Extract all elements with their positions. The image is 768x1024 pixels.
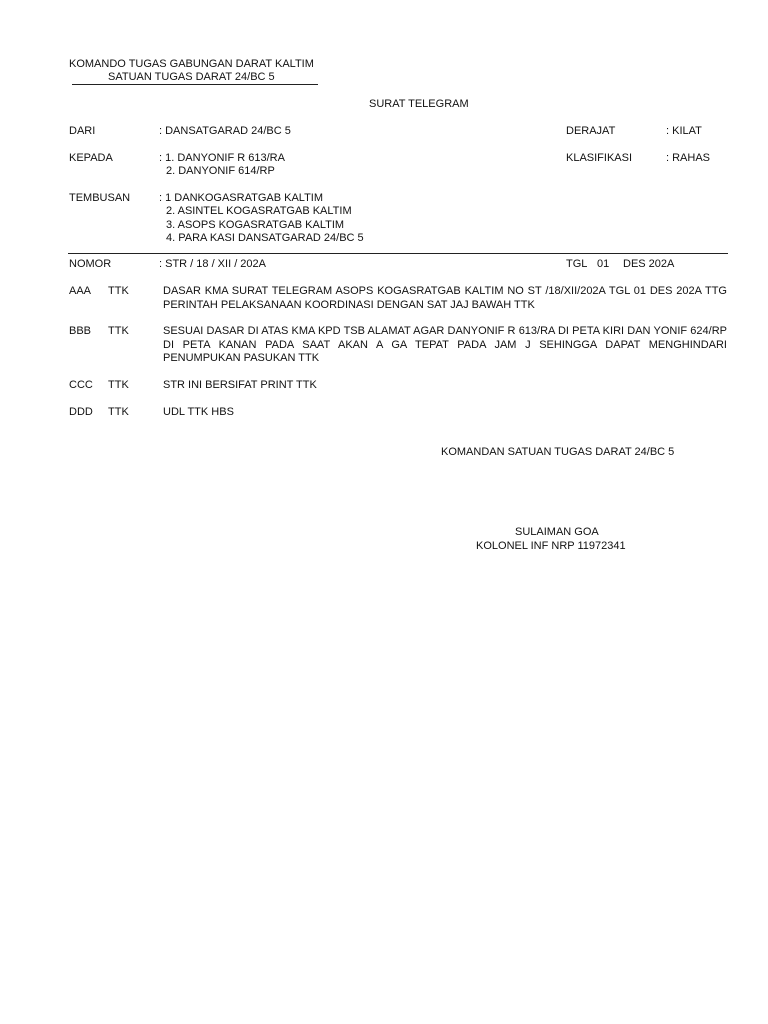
tgl-day: 01 [597,258,610,270]
bbb-code: BBB [69,325,92,337]
nomor-value: : STR / 18 / XII / 202A [159,258,266,270]
tembusan-label: TEMBUSAN [69,192,131,204]
tembusan-value-4: 4. PARA KASI DANSATGARAD 24/BC 5 [166,232,364,244]
section-divider [68,253,728,254]
ddd-code: DDD [69,406,93,418]
ccc-paragraph: STR INI BERSIFAT PRINT TTK [163,379,317,391]
derajat-label: DERAJAT [566,125,616,137]
bbb-paragraph: SESUAI DASAR DI ATAS KMA KPD TSB ALAMAT AGAR DANYONIF R 613/RA DI PETA KIRI DAN YONIF 624/RP DI PETA KANAN PADA SAAT AKAN A GA TEPAT PADA JAM J SEHINGGA DAPAT MENGHINDARI PENUMPUKAN PASUKAN TTK [163,325,727,364]
klasifikasi-label: KLASIFIKASI [566,152,633,164]
kepada-value-2: 2. DANYONIF 614/RP [166,165,275,177]
tembusan-value-3: 3. ASOPS KOGASRATGAB KALTIM [166,219,345,231]
kepada-label: KEPADA [69,152,113,164]
ddd-ttk: TTK [108,406,129,418]
tgl-month-year: DES 202A [623,258,675,270]
signatory-name: SULAIMAN GOA [515,526,599,538]
signatory-position: KOMANDAN SATUAN TUGAS DARAT 24/BC 5 [441,446,675,458]
nomor-label: NOMOR [69,258,112,270]
aaa-code: AAA [69,285,92,297]
dari-label: DARI [69,125,96,137]
derajat-value: : KILAT [666,125,702,137]
org-name: KOMANDO TUGAS GABUNGAN DARAT KALTIM [69,58,314,70]
signatory-rank: KOLONEL INF NRP 11972341 [476,540,626,552]
ccc-code: CCC [69,379,93,391]
tembusan-value-2: 2. ASINTEL KOGASRATGAB KALTIM [166,205,352,217]
tembusan-value-1: : 1 DANKOGASRATGAB KALTIM [159,192,324,204]
klasifikasi-value: : RAHAS [666,152,711,164]
aaa-ttk: TTK [108,285,129,297]
kepada-value-1: : 1. DANYONIF R 613/RA [159,152,285,164]
bbb-ttk: TTK [108,325,129,337]
dari-value: : DANSATGARAD 24/BC 5 [159,125,291,137]
tgl-label: TGL [566,258,588,270]
unit-name: SATUAN TUGAS DARAT 24/BC 5 [108,71,275,83]
ccc-ttk: TTK [108,379,129,391]
document-title: SURAT TELEGRAM [369,98,469,110]
aaa-paragraph: DASAR KMA SURAT TELEGRAM ASOPS KOGASRATGAB KALTIM NO ST /18/XII/202A TGL 01 DES 202A TTG PERINTAH PELAKSANAAN KOORDINASI DENGAN SAT JAJ BAWAH TTK [163,285,727,311]
ddd-paragraph: UDL TTK HBS [163,406,234,418]
header-underline [72,84,318,85]
